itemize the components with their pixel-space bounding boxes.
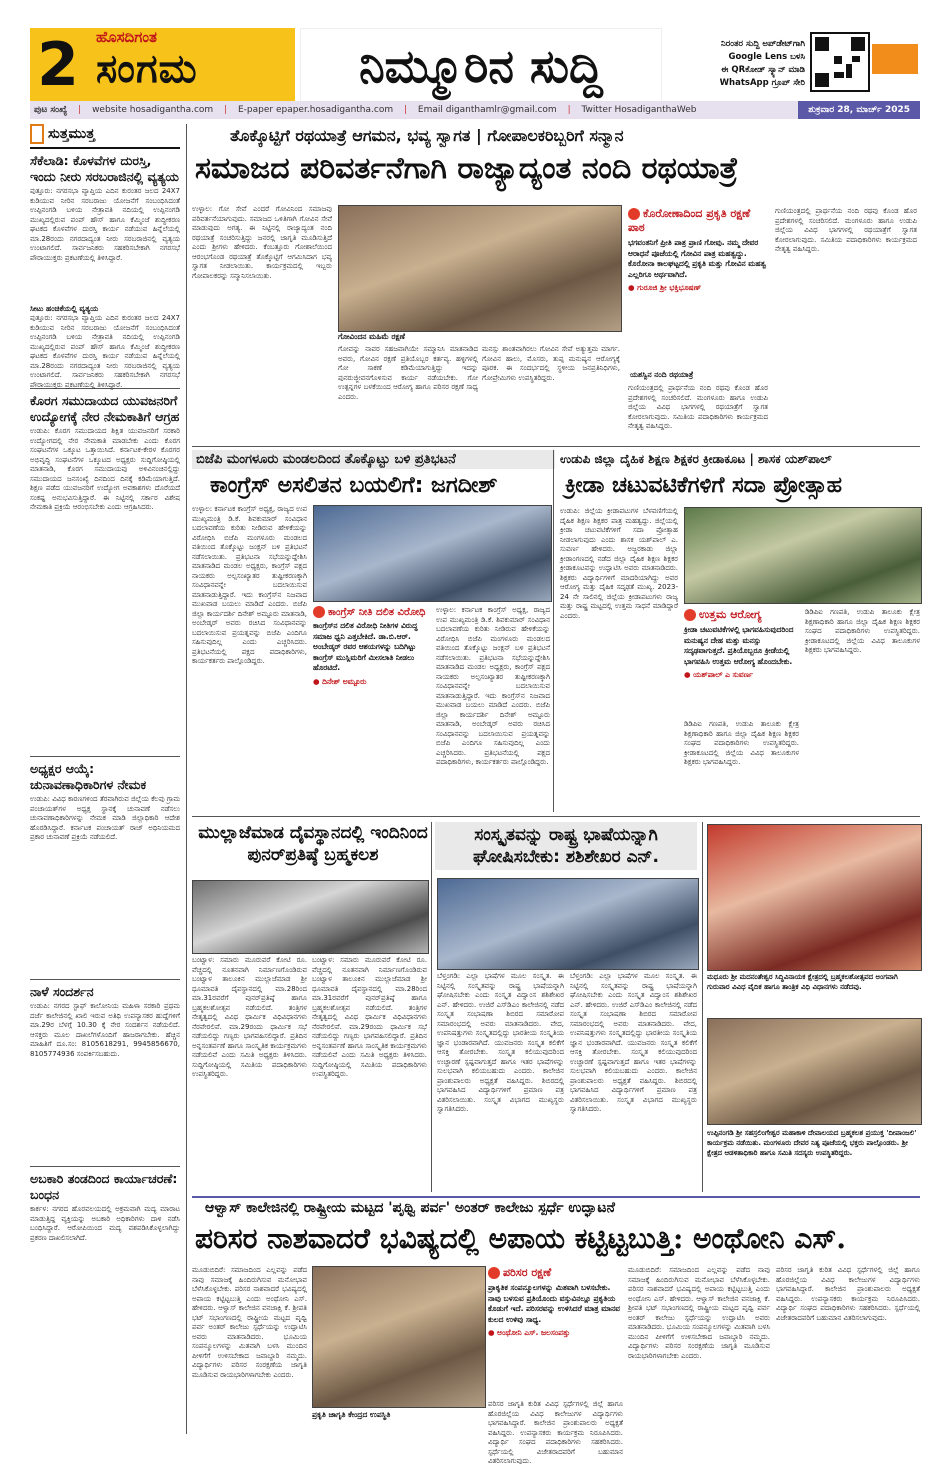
story5-body-col2: ಬೆಳ್ತಂಗಡಿ: ಎಲ್ಲಾ ಭಾಷೆಗಳ ಮೂಲ ಸಂಸ್ಕೃತ. ಈ ನಿಟ್ಟಿನಲ್ಲಿ ಸಂಸ್ಕೃತವನ್ನು ರಾಷ್ಟ್ರ ಭಾಷೆಯನ್ನಾಗಿ ಘೋಷಿಸಬೇಕು ಎಂದು ಸಂಸ್ಕೃತ ವಿದ್ವಾಂಸ ಶಶಿಶೇಖರ ಎನ್. ಹೇಳಿದರು. ಉಜಿರೆ ಎಸ್‌ಡಿಎಂ ಕಾಲೇಜಿನಲ್ಲಿ ನಡೆದ ಸಂಸ್ಕೃತ ಸಂಭಾಷಣಾ ಶಿಬಿರದ ಸಮಾರೋಪ ಸಮಾರಂಭದಲ್ಲಿ ಅವರು ಮಾತನಾಡಿದರು. ವೇದ, ಉಪನಿಷತ್ತುಗಳು ಸಂಸ್ಕೃತದಲ್ಲಿದ್ದು ಭಾರತೀಯ ಸಂಸ್ಕೃತಿಯ ಜ್ಞಾನ ಭಂಡಾರವಾಗಿದೆ. ಯುವಜನರು ಸಂಸ್ಕೃತ ಕಲಿಕೆಗೆ ಆಸಕ್ತಿ ತೋರಬೇಕು. ಸಂಸ್ಕೃತ ಕಲಿಯುವುದರಿಂದ ಉಚ್ಚಾರಣೆ ಸ್ಪಷ್ಟವಾಗುತ್ತದೆ ಹಾಗೂ ಇತರ ಭಾಷೆಗಳನ್ನು ಸುಲಭವಾಗಿ ಕಲಿಯಬಹುದು ಎಂದರು. ಕಾಲೇಜಿನ ಪ್ರಾಂಶುಪಾಲರು ಅಧ್ಯಕ್ಷತೆ ವಹಿಸಿದ್ದರು. ಶಿಬಿರದಲ್ಲಿ ಭಾಗವಹಿಸಿದ ವಿದ್ಯಾರ್ಥಿಗಳಿಗೆ ಪ್ರಮಾಣ ಪತ್ರ ವಿತರಿಸಲಾಯಿತು. ಸಂಸ್ಕೃತ ವಿಭಾಗದ ಮುಖ್ಯಸ್ಥರು ಸ್ವಾಗತಿಸಿದರು. bbox=[570, 972, 697, 1113]
brand-small: ಹೊಸದಿಗಂತ bbox=[96, 28, 157, 46]
left-story1-subhead: ಸೀಟು ಹಂಚಿಕೆಯಲ್ಲಿ ವ್ಯತ್ಯಯ bbox=[30, 304, 99, 313]
story2-headline: ಕಾಂಗ್ರೆಸ್ ಅಸಲಿತನ ಬಯಲಿಗೆ: ಜಗದೀಶ್ bbox=[210, 473, 498, 498]
left-column bbox=[30, 124, 180, 1434]
story4-headline: ಮುಲ್ಲಾಜೆಮಾಡ ದೈವಸ್ಥಾನದಲ್ಲಿ ಇಂದಿನಿಂದ ಪುನರ್‌ಪ್ರತಿಷ್ಠೆ ಬ್ರಹ್ಮಕಲಶ bbox=[198, 823, 428, 865]
story5-headline: ಸಂಸ್ಕೃತವನ್ನು ರಾಷ್ಟ್ರ ಭಾಷೆಯನ್ನಾಗಿ ಘೋಷಿಸಬೇಕು: ಶಶಿಶೇಖರ ಎನ್. bbox=[435, 822, 697, 870]
date-badge: ಶುಕ್ರವಾರ 28, ಮಾರ್ಚ್ 2025 bbox=[798, 101, 920, 119]
left-story3-headline: ಅಧ್ಯಕ್ಷರ ಆಯ್ಕೆ: ಚುನಾವಣಾಧಿಕಾರಿಗಳ ನೇಮಕ bbox=[30, 761, 147, 792]
story5-photo bbox=[437, 878, 699, 970]
story5-body-col1: ಬೆಳ್ತಂಗಡಿ: ಎಲ್ಲಾ ಭಾಷೆಗಳ ಮೂಲ ಸಂಸ್ಕೃತ. ಈ ನಿಟ್ಟಿನಲ್ಲಿ ಸಂಸ್ಕೃತವನ್ನು ರಾಷ್ಟ್ರ ಭಾಷೆಯನ್ನಾಗಿ ಘೋಷಿಸಬೇಕು ಎಂದು ಸಂಸ್ಕೃತ ವಿದ್ವಾಂಸ ಶಶಿಶೇಖರ ಎನ್. ಹೇಳಿದರು. ಉಜಿರೆ ಎಸ್‌ಡಿಎಂ ಕಾಲೇಜಿನಲ್ಲಿ ನಡೆದ ಸಂಸ್ಕೃತ ಸಂಭಾಷಣಾ ಶಿಬಿರದ ಸಮಾರೋಪ ಸಮಾರಂಭದಲ್ಲಿ ಅವರು ಮಾತನಾಡಿದರು. ವೇದ, ಉಪನಿಷತ್ತುಗಳು ಸಂಸ್ಕೃತದಲ್ಲಿದ್ದು ಭಾರತೀಯ ಸಂಸ್ಕೃತಿಯ ಜ್ಞಾನ ಭಂಡಾರವಾಗಿದೆ. ಯುವಜನರು ಸಂಸ್ಕೃತ ಕಲಿಕೆಗೆ ಆಸಕ್ತಿ ತೋರಬೇಕು. ಸಂಸ್ಕೃತ ಕಲಿಯುವುದರಿಂದ ಉಚ್ಚಾರಣೆ ಸ್ಪಷ್ಟವಾಗುತ್ತದೆ ಹಾಗೂ ಇತರ ಭಾಷೆಗಳನ್ನು ಸುಲಭವಾಗಿ ಕಲಿಯಬಹುದು ಎಂದರು. ಕಾಲೇಜಿನ ಪ್ರಾಂಶುಪಾಲರು ಅಧ್ಯಕ್ಷತೆ ವಹಿಸಿದ್ದರು. ಶಿಬಿರದಲ್ಲಿ ಭಾಗವಹಿಸಿದ ವಿದ್ಯಾರ್ಥಿಗಳಿಗೆ ಪ್ರಮಾಣ ಪತ್ರ ವಿತರಿಸಲಾಯಿತು. ಸಂಸ್ಕೃತ ವಿಭಾಗದ ಮುಖ್ಯಸ್ಥರು ಸ್ವಾಗತಿಸಿದರು. bbox=[437, 972, 564, 1113]
page-number: 2 bbox=[37, 30, 79, 100]
divider-2 bbox=[553, 450, 554, 812]
right-photo-1-caption: ಮಧೂರು ಶ್ರೀ ಮದನಂತೇಶ್ವರ ಸಿದ್ಧಿವಿನಾಯಕ ಕ್ಷೇತ್ರದಲ್ಲಿ ಬ್ರಹ್ಮಕಲಶೋತ್ಸವದ ಅಂಗವಾಗಿ ಗುರುವಾರ ವಿವಿಧ ವೈದಿಕ ಹಾಗೂ ತಾಂತ್ರಿಕ ವಿಧಿ ವಿಧಾನಗಳು ನಡೆದವು. bbox=[707, 973, 898, 991]
left-story2-body: ಉಡುಪಿ: ಕೊರಗ ಸಮುದಾಯದ ಶಿಕ್ಷಿತ ಯುವಜನರಿಗೆ ಸರಕಾರಿ ಉದ್ಯೋಗದಲ್ಲಿ ನೇರ ನೇಮಕಾತಿ ಮಾಡಬೇಕು ಎಂದು ಕೊರಗ ಸಂಘಟನೆಗಳ ಒಕ್ಕೂಟ ಒತ್ತಾಯಿಸಿದೆ. ಕರ್ನಾಟಕ-ಕೇರಳ ಕೊರಗರ ಅಭಿವೃದ್ಧಿ ಸಂಘಟನೆಗಳ ಒಕ್ಕೂಟದ ಅಧ್ಯಕ್ಷರು ಸುದ್ದಿಗೋಷ್ಠಿಯಲ್ಲಿ ಮಾತನಾಡಿ, ಕೊರಗ ಸಮುದಾಯವು ಅಳಿವಿನಂಚಿನಲ್ಲಿದ್ದು ಸಮುದಾಯದ ಜನಸಂಖ್ಯೆ ದಿನದಿಂದ ದಿನಕ್ಕೆ ಕಡಿಮೆಯಾಗುತ್ತಿದೆ. ಶಿಕ್ಷಣ ಪಡೆದ ಯುವಜನರಿಗೆ ಉದ್ಯೋಗ ಅವಕಾಶಗಳು ದೊರೆಯದೆ ಸಂಕಷ್ಟ ಅನುಭವಿಸುತ್ತಿದ್ದಾರೆ. ಈ ನಿಟ್ಟಿನಲ್ಲಿ ಸರ್ಕಾರ ವಿಶೇಷ ನೇಮಕಾತಿ ಪ್ರಕ್ರಿಯೆ ಆರಂಭಿಸಬೇಕು ಎಂದು ಆಗ್ರಹಿಸಿದರು. bbox=[30, 427, 180, 511]
story3-body-col3: ಡಿಡಿಪಿಐ ಗಣಪತಿ, ಉಡುಪಿ ತಾಲೂಕು ಕ್ಷೇತ್ರ ಶಿಕ್ಷಣಾಧಿಕಾರಿ ಹಾಗೂ ಜಿಲ್ಲಾ ದೈಹಿಕ ಶಿಕ್ಷಣ ಶಿಕ್ಷಕರ ಸಂಘದ ಪದಾಧಿಕಾರಿಗಳು ಉಪಸ್ಥಿತರಿದ್ದರು. ಕ್ರೀಡಾಕೂಟದಲ್ಲಿ ಜಿಲ್ಲೆಯ ವಿವಿಧ ತಾಲೂಕುಗಳ ಶಿಕ್ಷಕರು ಭಾಗವಹಿಸಿದ್ದರು. bbox=[805, 608, 920, 654]
story6-kicker: ಆಳ್ವಾಸ್ ಕಾಲೇಜಿನಲ್ಲಿ ರಾಷ್ಟ್ರೀಯ ಮಟ್ಟದ 'ಪೃಥ್ವಿ ಪರ್ವ' ಅಂತರ್ ಕಾಲೇಜು ಸ್ಪರ್ಧೆ ಉದ್ಘಾಟನೆ bbox=[205, 1200, 615, 1216]
main-sidebar: ಕೊರೋಣಾದಿಂದ ಪ್ರಕೃತಿ ರಕ್ಷಣೆ ಪಾಠ ಭಗವಂತನಿಗೆ ಪ್ರೀತಿ ಪಾತ್ರ ಪ್ರಾಣಿ ಗೋವು. ನಮ್ಮ ದೇವರ ಆರಾಧನೆ ಪೂಜೆಯಲ್ಲಿ ಗೋವಿನ ಪಾತ್ರ ಮಹತ್ವದ್ದು. ಕೊರೋನಾ ಕಾಲಘಟ್ಟದಲ್ಲಿ ಪ್ರಕೃತಿ ಮತ್ತು ಗೋವಿನ ಮಹತ್ವ ಎಲ್ಲರಿಗೂ ಅರ್ಥವಾಗಿದೆ. ● ಗುರೂಜಿ ಶ್ರೀ ಭಕ್ತಿಭೂಷಣ್ bbox=[628, 207, 766, 292]
left-story2-headline: ಕೊರಗ ಸಮುದಾಯದ ಯುವಜನರಿಗೆ ಉದ್ಯೋಗಕ್ಕೆ ನೇರ ನೇಮಕಾತಿಗೆ ಆಗ್ರಹ bbox=[30, 393, 180, 424]
divider-1 bbox=[192, 446, 920, 447]
story4-photo bbox=[192, 880, 429, 954]
epaper-link[interactable]: E-paper epaper.hosadigantha.com bbox=[237, 105, 394, 115]
main-photo-caption: ಗೋವಿಂದನ ಮಹಿಮೆ ರಕ್ಷಣೆ bbox=[338, 332, 405, 341]
story4-body-col2: ಬಂಟ್ವಾಳ: ಸಮಾರು ಮೂರುವರೆ ಕೋಟಿ ರೂ. ವೆಚ್ಚದಲ್ಲಿ ನೂತನವಾಗಿ ನಿರ್ಮಾಣಗೊಂಡಿರುವ ಬಂಟ್ವಾಳ ತಾಲೂಕಿನ ಮುಲ್ಲಾಜೆಮಾಡ ಶ್ರೀ ಧೂಮಾವತಿ ದೈವಸ್ಥಾನದಲ್ಲಿ ಮಾ.28ರಿಂದ ಮಾ.31ರವರೆಗೆ ಪುನರ್‌ಪ್ರತಿಷ್ಠೆ ಹಾಗೂ ಬ್ರಹ್ಮಕಲಶೋತ್ಸವ ನಡೆಯಲಿದೆ. ತಂತ್ರಿಗಳ ನೇತೃತ್ವದಲ್ಲಿ ವಿವಿಧ ಧಾರ್ಮಿಕ ವಿಧಿವಿಧಾನಗಳು ನೆರವೇರಲಿವೆ. ಮಾ.29ರಂದು ಧಾರ್ಮಿಕ ಸಭೆ ನಡೆಯಲಿದ್ದು ಗಣ್ಯರು ಭಾಗವಹಿಸಲಿದ್ದಾರೆ. ಪ್ರತಿದಿನ ಅನ್ನಸಂತರ್ಪಣೆ ಹಾಗೂ ಸಾಂಸ್ಕೃತಿಕ ಕಾರ್ಯಕ್ರಮಗಳು ನಡೆಯಲಿವೆ ಎಂದು ಸಮಿತಿ ಅಧ್ಯಕ್ಷರು ತಿಳಿಸಿದರು. ಸುದ್ದಿಗೋಷ್ಠಿಯಲ್ಲಿ ಸಮಿತಿಯ ಪದಾಧಿಕಾರಿಗಳು ಉಪಸ್ಥಿತರಿದ್ದರು. bbox=[312, 956, 427, 1078]
main-body-col1: ಉಳ್ಳಾಲ: ಗೋ ಸೇವೆ ಎಂದರೆ ಗೋವಿನಿಂದ ಸಮಾಜವು ಪರಿವರ್ತನೆಯಾಗುವುದು. ಸಮಾಜದ ಒಳಿತಿಗಾಗಿ ಗೋವಿನ ಸೇವೆ ಮಾಡುವುದು ಅಗತ್ಯ. ಈ ನಿಟ್ಟಿನಲ್ಲಿ ರಾಜ್ಯಾದ್ಯಂತ ನಂದಿ ರಥಯಾತ್ರೆ ಸಂಚರಿಸುತ್ತಿದ್ದು ಜನರಲ್ಲಿ ಜಾಗೃತಿ ಮೂಡಿಸುತ್ತಿದೆ ಎಂದು ಶ್ರೀಗಳು ಹೇಳಿದರು. ಕೆಂಬತ್ತೂರು ಗೋಶಾಲೆಯಿಂದ ಆರಂಭಗೊಂಡ ರಥಯಾತ್ರೆ ತೊಕ್ಕೊಟ್ಟಿಗೆ ಆಗಮಿಸಿದಾಗ ಭವ್ಯ ಸ್ವಾಗತ ನೀಡಲಾಯಿತು. ಕಾರ್ಯಕ್ರಮದಲ್ಲಿ ಇಬ್ಬರು ಗೋಪಾಲಕರನ್ನು ಸನ್ಮಾನಿಸಲಾಯಿತು. bbox=[192, 205, 332, 280]
story3-photo bbox=[684, 507, 922, 604]
story2-sidebar: ಕಾಂಗ್ರೆಸ್ ನೀತಿ ದಲಿತ ವಿರೋಧಿ ಕಾಂಗ್ರೆಸ್‌ನ ದಲಿತ ವಿರೋಧಿ ನೀತಿಗಳ ವಿರುದ್ಧ ಸಮಾಜ ಧ್ವನಿ ಎತ್ತಬೇಕಿದೆ. ಡಾ.ಬಿ.ಆರ್. ಅಂಬೇಡ್ಕರ್ ರವರ ಆಶಯಗಳನ್ನು ಬದಿಗಿಟ್ಟು ಕಾಂಗ್ರೆಸ್ ಮುಸ್ಲಿಮರಿಗೆ ಮೀಸಲಾತಿ ನೀಡಲು ಹೊರಟಿದೆ. ● ದಿನೇಶ್ ಅಮ್ಟೂರು bbox=[313, 607, 426, 686]
story6-body-col2: ಪರಿಸರ ಜಾಗೃತಿ ಕುರಿತ ವಿವಿಧ ಸ್ಪರ್ಧೆಗಳಲ್ಲಿ ಜಿಲ್ಲೆ ಹಾಗೂ ಹೊರಜಿಲ್ಲೆಯ ವಿವಿಧ ಕಾಲೇಜುಗಳ ವಿದ್ಯಾರ್ಥಿಗಳು ಭಾಗವಹಿಸಿದ್ದಾರೆ. ಕಾಲೇಜಿನ ಪ್ರಾಂಶುಪಾಲರು ಅಧ್ಯಕ್ಷತೆ ವಹಿಸಿದ್ದರು. ಉಪನ್ಯಾಸಕರು ಕಾರ್ಯಕ್ರಮ ನಿರೂಪಿಸಿದರು. ವಿದ್ಯಾರ್ಥಿ ಸಂಘದ ಪದಾಧಿಕಾರಿಗಳು ಸಹಕರಿಸಿದರು. ಸ್ಪರ್ಧೆಯಲ್ಲಿ ವಿಜೇತರಾದವರಿಗೆ ಬಹುಮಾನ ವಿತರಿಸಲಾಗುವುದು. bbox=[488, 1400, 623, 1465]
main-body-col3: ಮನಸ್ಸು ಶಾಂತವಾಗಿರಲು ಗೋವಿನ ಸೇವೆ ಅತ್ಯುತ್ತಮ ಮಾರ್ಗ. ಗೋವಿನ ಹಾಲು, ಮೊಸರು, ತುಪ್ಪ ಮನುಷ್ಯನ ಆರೋಗ್ಯಕ್ಕೆ ಪೂರಕ. ಈ ಸಂದರ್ಭದಲ್ಲಿ ಸ್ಥಳೀಯ ಜನಪ್ರತಿನಿಧಿಗಳು, ಗೋಪ್ರೇಮಿಗಳು ಉಪಸ್ಥಿತರಿದ್ದರು. bbox=[482, 345, 620, 382]
story2-body-col2: ಉಳ್ಳಾಲ: ಕರ್ನಾಟಕ ಕಾಂಗ್ರೆಸ್ ಅಧ್ಯಕ್ಷ, ರಾಜ್ಯದ ಉಪ ಮುಖ್ಯಮಂತ್ರಿ ಡಿ.ಕೆ. ಶಿವಕುಮಾರ್ ಸಂವಿಧಾನ ಬದಲಾವಣೆಯ ಕುರಿತು ನೀಡಿರುವ ಹೇಳಿಕೆಯನ್ನು ವಿರೋಧಿಸಿ ಬಿಜೆಪಿ ಮಂಗಳೂರು ಮಂಡಲದ ವತಿಯಿಂದ ತೊಕ್ಕೊಟ್ಟು ಜಂಕ್ಷನ್ ಬಳಿ ಪ್ರತಿಭಟನೆ ನಡೆಸಲಾಯಿತು. ಪ್ರತಿಭಟನಾ ಸಭೆಯನ್ನುದ್ದೇಶಿಸಿ ಮಾತನಾಡಿದ ಮಂಡಲ ಅಧ್ಯಕ್ಷರು, ಕಾಂಗ್ರೆಸ್ ಪಕ್ಷದ ನಾಯಕರು ಅಲ್ಪಸಂಖ್ಯಾತರ ತುಷ್ಟೀಕರಣಕ್ಕಾಗಿ ಸಂವಿಧಾನವನ್ನೇ ಬದಲಾಯಿಸುವ ಮಾತನಾಡುತ್ತಿದ್ದಾರೆ. ಇದು ಕಾಂಗ್ರೆಸ್‌ನ ನಿಜವಾದ ಮುಖವಾಡ ಬಯಲು ಮಾಡಿದೆ ಎಂದರು. ಬಿಜೆಪಿ ಜಿಲ್ಲಾ ಕಾರ್ಯದರ್ಶಿ ದಿನೇಶ್ ಅಮ್ಟೂರು ಮಾತನಾಡಿ, ಅಂಬೇಡ್ಕರ್ ಅವರು ರಚಿಸಿದ ಸಂವಿಧಾನವನ್ನು ಬದಲಾಯಿಸುವ ಪ್ರಯತ್ನವನ್ನು ಬಿಜೆಪಿ ಎಂದಿಗೂ ಸಹಿಸುವುದಿಲ್ಲ ಎಂದು ಎಚ್ಚರಿಸಿದರು. ಪ್ರತಿಭಟನೆಯಲ್ಲಿ ಪಕ್ಷದ ಪದಾಧಿಕಾರಿಗಳು, ಕಾರ್ಯಕರ್ತರು ಪಾಲ್ಗೊಂಡಿದ್ದರು. bbox=[436, 606, 550, 766]
main-body-col4: ಗುಣಿಯಂತ್ರದಲ್ಲಿ ಪ್ರಾರ್ಥನೆಯ ನಂದಿ ರಥವು ಕೊಂಡ ಹೊರ ಪ್ರದೇಶಗಳಲ್ಲಿ ಸಂಚರಿಸಲಿದೆ. ಮಂಗಳೂರು ಹಾಗೂ ಉಡುಪಿ ಜಿಲ್ಲೆಯ ವಿವಿಧ ಭಾಗಗಳಲ್ಲಿ ರಥಯಾತ್ರೆಗೆ ಸ್ವಾಗತ ಕೋರಲಾಗುವುದು. ಸಮಿತಿಯ ಪದಾಧಿಕಾರಿಗಳು ಕಾರ್ಯಕ್ರಮದ ನೇತೃತ್ವ ವಹಿಸಿದ್ದರು. bbox=[628, 384, 768, 430]
left-story5-body: ಕಾರ್ಕಳ: ನಗರದ ಹೊರವಲಯದಲ್ಲಿ ಅಕ್ರಮವಾಗಿ ಮದ್ಯ ಮಾರಾಟ ಮಾಡುತ್ತಿದ್ದ ವ್ಯಕ್ತಿಯನ್ನು ಅಬಕಾರಿ ಅಧಿಕಾರಿಗಳು ದಾಳಿ ನಡೆಸಿ ಬಂಧಿಸಿದ್ದಾರೆ. ಆರೋಪಿಯಿಂದ ಮದ್ಯ ವಶಪಡಿಸಿಕೊಳ್ಳಲಾಗಿದ್ದು ಪ್ರಕರಣ ದಾಖಲಿಸಲಾಗಿದೆ. bbox=[30, 1205, 180, 1242]
story2-photo bbox=[313, 505, 552, 602]
story2-body-col1: ಉಳ್ಳಾಲ: ಕರ್ನಾಟಕ ಕಾಂಗ್ರೆಸ್ ಅಧ್ಯಕ್ಷ, ರಾಜ್ಯದ ಉಪ ಮುಖ್ಯಮಂತ್ರಿ ಡಿ.ಕೆ. ಶಿವಕುಮಾರ್ ಸಂವಿಧಾನ ಬದಲಾವಣೆಯ ಕುರಿತು ನೀಡಿರುವ ಹೇಳಿಕೆಯನ್ನು ವಿರೋಧಿಸಿ ಬಿಜೆಪಿ ಮಂಗಳೂರು ಮಂಡಲದ ವತಿಯಿಂದ ತೊಕ್ಕೊಟ್ಟು ಜಂಕ್ಷನ್ ಬಳಿ ಪ್ರತಿಭಟನೆ ನಡೆಸಲಾಯಿತು. ಪ್ರತಿಭಟನಾ ಸಭೆಯನ್ನುದ್ದೇಶಿಸಿ ಮಾತನಾಡಿದ ಮಂಡಲ ಅಧ್ಯಕ್ಷರು, ಕಾಂಗ್ರೆಸ್ ಪಕ್ಷದ ನಾಯಕರು ಅಲ್ಪಸಂಖ್ಯಾತರ ತುಷ್ಟೀಕರಣಕ್ಕಾಗಿ ಸಂವಿಧಾನವನ್ನೇ ಬದಲಾಯಿಸುವ ಮಾತನಾಡುತ್ತಿದ್ದಾರೆ. ಇದು ಕಾಂಗ್ರೆಸ್‌ನ ನಿಜವಾದ ಮುಖವಾಡ ಬಯಲು ಮಾಡಿದೆ ಎಂದರು. ಬಿಜೆಪಿ ಜಿಲ್ಲಾ ಕಾರ್ಯದರ್ಶಿ ದಿನೇಶ್ ಅಮ್ಟೂರು ಮಾತನಾಡಿ, ಅಂಬೇಡ್ಕರ್ ಅವರು ರಚಿಸಿದ ಸಂವಿಧಾನವನ್ನು ಬದಲಾಯಿಸುವ ಪ್ರಯತ್ನವನ್ನು ಬಿಜೆಪಿ ಎಂದಿಗೂ ಸಹಿಸುವುದಿಲ್ಲ ಎಂದು ಎಚ್ಚರಿಸಿದರು. ಪ್ರತಿಭಟನೆಯಲ್ಲಿ ಪಕ್ಷದ ಪದಾಧಿಕಾರಿಗಳು, ಕಾರ್ಯಕರ್ತರು ಪಾಲ್ಗೊಂಡಿದ್ದರು. bbox=[192, 505, 307, 665]
story6-photo-caption: ಪ್ರಕೃತಿ ಜಾಗೃತಿ ಕೇಂದ್ರದ ಉಪಸ್ಥಿತಿ bbox=[312, 1410, 391, 1419]
left-story1-body2: ಪುತ್ತೂರು: ನಗರಸಭಾ ವ್ಯಾಪ್ತಿಯ ಎದಿನ ಕುರಂತರ ಜಲದ 24X7 ಕುಡಿಯುವ ನೀರಿನ ಸರಬರಾಜು ಯೋಜನೆಗೆ ಸಂಬಂಧಿಸಿದಂತೆ ಉಪ್ಪಿನಂಗಡಿ ಬಳಿಯ ನೇತ್ರಾವತಿ ನದಿಯಲ್ಲಿ ಉಪ್ಪಿನಂಗಡಿ ಮುಖ್ಯದಲ್ಲಿರುವ ಪಂಪ್ ಹೌಸ್ ಹಾಗೂ ಕೆಮ್ಮಿಂಜೆ ಶುದ್ಧೀಕರಣ ಘಟಕದ ಕೊಳವೆಗಳ ದುರಸ್ತಿ ಕಾರ್ಯ ನಡೆಯುವ ಹಿನ್ನೆಲೆಯಲ್ಲಿ ಮಾ.28ರಂದು ನಗರದಾದ್ಯಂತ ನೀರು ಸರಬರಾಜಿನಲ್ಲಿ ವ್ಯತ್ಯಯ ಉಂಟಾಗಲಿದೆ. ಸಾರ್ವಜನಿಕರು ಸಹಕರಿಸಬೇಕಾಗಿ ನಗರಸಭೆ ಪೌರಾಯುಕ್ತರು ಪ್ರಕಟಣೆಯಲ್ಲಿ ತಿಳಿಸಿದ್ದಾರೆ. bbox=[30, 314, 180, 389]
email-link[interactable]: Email diganthamlr@gmail.com bbox=[417, 105, 557, 115]
divider-3 bbox=[192, 816, 920, 817]
right-photo-2 bbox=[707, 1018, 922, 1125]
website-link[interactable]: website hosadigantha.com bbox=[92, 105, 214, 115]
left-story4-body: ಉಡುಪಿ: ನಗರದ ಸ್ಟಾಫ್ ಕಾಲೋನಿಯ ಮಹಿಳಾ ಸರಕಾರಿ ಪ್ರಥಮ ದರ್ಜೆ ಕಾಲೇಜಿನಲ್ಲಿ ಖಾಲಿ ಇರುವ ಅತಿಥಿ ಉಪನ್ಯಾಸಕರ ಹುದ್ದೆಗಳಿಗೆ ಮಾ.29ರ ಬೆಳಗ್ಗೆ 10.30 ಕ್ಕೆ ನೇರ ಸಂದರ್ಶನ ನಡೆಯಲಿದೆ. ಆಸಕ್ತರು ಮೂಲ ದಾಖಲೆಗಳೊಂದಿಗೆ ಹಾಜರಾಗಬೇಕು. ಹೆಚ್ಚಿನ ಮಾಹಿತಿಗೆ ದೂ.ಸಂ: 8105618291, 9945856670, 8105774936 ಸಂಪರ್ಕಿಸಬಹುದು. bbox=[30, 1002, 180, 1058]
divider-4 bbox=[431, 822, 432, 1192]
main-body-col5: ಗುಣಿಯಂತ್ರದಲ್ಲಿ ಪ್ರಾರ್ಥನೆಯ ನಂದಿ ರಥವು ಕೊಂಡ ಹೊರ ಪ್ರದೇಶಗಳಲ್ಲಿ ಸಂಚರಿಸಲಿದೆ. ಮಂಗಳೂರು ಹಾಗೂ ಉಡುಪಿ ಜಿಲ್ಲೆಯ ವಿವಿಧ ಭಾಗಗಳಲ್ಲಿ ರಥಯಾತ್ರೆಗೆ ಸ್ವಾಗತ ಕೋರಲಾಗುವುದು. ಸಮಿತಿಯ ಪದಾಧಿಕಾರಿಗಳು ಕಾರ್ಯಕ್ರಮದ ನೇತೃತ್ವ ವಹಿಸಿದ್ದರು. bbox=[775, 207, 917, 253]
left-section-title: ಸುತ್ತಮುತ್ತ bbox=[30, 124, 180, 149]
story3-body-col1: ಉಡುಪಿ: ಜಿಲ್ಲೆಯ ಕ್ರೀಡಾಪಟುಗಳ ಬೆಳವಣಿಗೆಯಲ್ಲಿ ದೈಹಿಕ ಶಿಕ್ಷಣ ಶಿಕ್ಷಕರ ಪಾತ್ರ ಮಹತ್ವದ್ದು. ಜಿಲ್ಲೆಯಲ್ಲಿ ಕ್ರೀಡಾ ಚಟುವಟಿಕೆಗಳಿಗೆ ಸದಾ ಪ್ರೋತ್ಸಾಹ ನೀಡಲಾಗುವುದು ಎಂದು ಶಾಸಕ ಯಶ್‌ಪಾಲ್ ಎ. ಸುವರ್ಣ ಹೇಳಿದರು. ಅಜ್ಜರಕಾಡು ಜಿಲ್ಲಾ ಕ್ರೀಡಾಂಗಣದಲ್ಲಿ ನಡೆದ ಜಿಲ್ಲಾ ದೈಹಿಕ ಶಿಕ್ಷಣ ಶಿಕ್ಷಕರ ಕ್ರೀಡಾಕೂಟವನ್ನು ಉದ್ಘಾಟಿಸಿ ಅವರು ಮಾತನಾಡಿದರು. ಶಿಕ್ಷಕರು ವಿದ್ಯಾರ್ಥಿಗಳಿಗೆ ಮಾದರಿಯಾಗಿದ್ದು ಅವರ ಆರೋಗ್ಯ ಮತ್ತು ದೈಹಿಕ ಸದೃಢತೆ ಮುಖ್ಯ. 2023-24 ನೇ ಸಾಲಿನಲ್ಲಿ ಜಿಲ್ಲೆಯ ಕ್ರೀಡಾಪಟುಗಳು ರಾಜ್ಯ ಮತ್ತು ರಾಷ್ಟ್ರ ಮಟ್ಟದಲ್ಲಿ ಉತ್ತಮ ಸಾಧನೆ ಮಾಡಿದ್ದಾರೆ ಎಂದರು. bbox=[560, 507, 678, 620]
left-story1-headline: ಸೆಕೆಲಾಡಿ: ಕೊಳವೆಗಳ ದುರಸ್ತಿ, ಇಂದು ನೀರು ಸರಬರಾಜಿನಲ್ಲಿ ವ್ಯತ್ಯಯ bbox=[30, 153, 179, 184]
twitter-link[interactable]: Twitter HosadiganthaWeb bbox=[581, 105, 697, 115]
qr-code-icon[interactable] bbox=[810, 32, 870, 92]
story6-body-col4: ಪರಿಸರ ಜಾಗೃತಿ ಕುರಿತ ವಿವಿಧ ಸ್ಪರ್ಧೆಗಳಲ್ಲಿ ಜಿಲ್ಲೆ ಹಾಗೂ ಹೊರಜಿಲ್ಲೆಯ ವಿವಿಧ ಕಾಲೇಜುಗಳ ವಿದ್ಯಾರ್ಥಿಗಳು ಭಾಗವಹಿಸಿದ್ದಾರೆ. ಕಾಲೇಜಿನ ಪ್ರಾಂಶುಪಾಲರು ಅಧ್ಯಕ್ಷತೆ ವಹಿಸಿದ್ದರು. ಉಪನ್ಯಾಸಕರು ಕಾರ್ಯಕ್ರಮ ನಿರೂಪಿಸಿದರು. ವಿದ್ಯಾರ್ಥಿ ಸಂಘದ ಪದಾಧಿಕಾರಿಗಳು ಸಹಕರಿಸಿದರು. ಸ್ಪರ್ಧೆಯಲ್ಲಿ ವಿಜೇತರಾದವರಿಗೆ ಬಹುಮಾನ ವಿತರಿಸಲಾಗುವುದು. bbox=[776, 1266, 920, 1322]
story6-photo bbox=[312, 1266, 486, 1408]
story6-body-col1: ಮೂಡುಬಿದಿರೆ: ಸಮಾಜದಿಂದ ಎಲ್ಲವನ್ನು ಪಡೆದ ನಾವು ಸಮಾಜಕ್ಕೆ ಹಿಂದಿರುಗಿಸುವ ಮನೋಭಾವ ಬೆಳೆಸಿಕೊಳ್ಳಬೇಕು. ಪರಿಸರ ನಾಶವಾದರೆ ಭವಿಷ್ಯದಲ್ಲಿ ಅಪಾಯ ಕಟ್ಟಿಟ್ಟಬುತ್ತಿ ಎಂದು ಅಂಥೋನಿ ಎಸ್. ಹೇಳಿದರು. ಆಳ್ವಾಸ್ ಕಾಲೇಜಿನ ವನಜಾಕ್ಷಿ ಕೆ. ಶ್ರೀಪತಿ ಭಟ್ ಸಭಾಂಗಣದಲ್ಲಿ ರಾಷ್ಟ್ರೀಯ ಮಟ್ಟದ ಪೃಥ್ವಿ ಪರ್ವ ಅಂತರ್ ಕಾಲೇಜು ಸ್ಪರ್ಧೆಯನ್ನು ಉದ್ಘಾಟಿಸಿ ಅವರು ಮಾತನಾಡಿದರು. ಭೂಮಿಯ ಸಂಪನ್ಮೂಲಗಳನ್ನು ಮಿತವಾಗಿ ಬಳಸಿ ಮುಂದಿನ ಪೀಳಿಗೆಗೆ ಉಳಿಸಬೇಕಾದ ಜವಾಬ್ದಾರಿ ನಮ್ಮದು. ವಿದ್ಯಾರ್ಥಿಗಳು ಪರಿಸರ ಸಂರಕ್ಷಣೆಯ ಜಾಗೃತಿ ಮೂಡಿಸುವ ರಾಯಭಾರಿಗಳಾಗಬೇಕು ಎಂದರು. bbox=[192, 1266, 307, 1379]
divider-5 bbox=[702, 822, 703, 1192]
main-photo bbox=[338, 205, 622, 332]
right-photo-1 bbox=[707, 824, 922, 971]
door-icon bbox=[30, 124, 44, 144]
brand-title: ಸಂಗಮ bbox=[96, 45, 198, 92]
story6-sidebar: ಪರಿಸರ ರಕ್ಷಣೆ ಪ್ರಾಕೃತಿಕ ಸಂಪನ್ಮೂಲಗಳನ್ನು ಮಿತವಾಗಿ ಬಳಸಬೇಕು. ನಾವು ಬಳಸುವ ಪ್ರತಿಯೊಂದು ವಸ್ತುವಿನಲ್ಲೂ ಪ್ರಕೃತಿಯ ಕೊಡುಗೆ ಇದೆ. ಪರಿಸರವನ್ನು ಉಳಿಸಿದರೆ ಮಾತ್ರ ಮಾನವ ಕುಲದ ಉಳಿವು ಸಾಧ್ಯ. ● ಅಂಥೋನಿ ಎಸ್. ಜಲಸಂಪತ್ತು bbox=[488, 1266, 620, 1337]
left-divider bbox=[186, 124, 187, 1434]
story3-sidebar: ಉತ್ತಮ ಆರೋಗ್ಯ ಕ್ರೀಡಾ ಚಟುವಟಿಕೆಗಳಲ್ಲಿ ಭಾಗವಹಿಸುವುದರಿಂದ ಮನುಷ್ಯನ ದೇಹ ಮತ್ತು ಮನಸ್ಸು ಸದೃಢವಾಗುತ್ತದೆ. ಪ್ರತಿಯೊಬ್ಬರೂ ಕ್ರೀಡೆಯಲ್ಲಿ ಭಾಗವಹಿಸಿ ಉತ್ತಮ ಆರೋಗ್ಯ ಹೊಂದಬೇಕು. ● ಯಶ್‌ಪಾಲ್ ಎ ಸುವರ್ಣ bbox=[684, 608, 794, 679]
divider-6 bbox=[192, 1196, 920, 1198]
left-story3-body: ಉಡುಪಿ: ವಿವಿಧ ಕಾರಣಗಳಿಂದ ತೆರವಾಗಿರುವ ಜಿಲ್ಲೆಯ ಕೆಲವು ಗ್ರಾಮ ಪಂಚಾಯತ್‌ಗಳ ಅಧ್ಯಕ್ಷ ಸ್ಥಾನಕ್ಕೆ ಚುನಾವಣೆ ನಡೆಸಲು ಚುನಾವಣಾಧಿಕಾರಿಗಳನ್ನು ನೇಮಕ ಮಾಡಿ ಜಿಲ್ಲಾಧಿಕಾರಿ ಆದೇಶ ಹೊರಡಿಸಿದ್ದಾರೆ. ಕರ್ನಾಟಕ ಪಂಚಾಯತ್ ರಾಜ್ ಅಧಿನಿಯಮದ ಪ್ರಕಾರ ಚುನಾವಣೆ ಪ್ರಕ್ರಿಯೆ ನಡೆಯಲಿದೆ. bbox=[30, 795, 180, 841]
right-photo-2-caption: ಉಪ್ಪಿನಂಗಡಿ ಶ್ರೀ ಸಹಸ್ರಲಿಂಗೇಶ್ವರ ಮಹಾಕಾಳಿ ದೇವಾಲಯದ ಬ್ರಹ್ಮಕಲಶ ಪ್ರಯುಕ್ತ 'ದೀಪಾಂಜಲಿ' ಕಾರ್ಯಕ್ರಮ ನಡೆಯಿತು. ಮಂಗಳೂರು ದೇವರ ನಿತ್ಯ ಪೂಜೆಯಲ್ಲಿ ಭಕ್ತರು ಪಾಲ್ಗೊಂಡರು. ಶ್ರೀ ಕ್ಷೇತ್ರದ ಆಡಳಿತಾಧಿಕಾರಿ ಹಾಗೂ ಸಮಿತಿ ಸದಸ್ಯರು ಉಪಸ್ಥಿತರಿದ್ದರು. bbox=[707, 1129, 917, 1157]
contact-strip: ಪುಟ ಸಂಖ್ಯೆ | website hosadigantha.com | E-paper epaper.hosadigantha.com | Email diganthamlr@gmail.com | Twitter HosadiganthaWeb ಶುಕ್ರವಾರ 28, ಮಾರ್ಚ್ 2025 bbox=[30, 101, 920, 119]
orange-accent bbox=[872, 44, 918, 74]
quote-dot-icon bbox=[628, 208, 640, 220]
left-story1-body: ಪುತ್ತೂರು: ನಗರಸಭಾ ವ್ಯಾಪ್ತಿಯ ಎದಿನ ಕುರಂತರ ಜಲದ 24X7 ಕುಡಿಯುವ ನೀರಿನ ಸರಬರಾಜು ಯೋಜನೆಗೆ ಸಂಬಂಧಿಸಿದಂತೆ ಉಪ್ಪಿನಂಗಡಿ ಬಳಿಯ ನೇತ್ರಾವತಿ ನದಿಯಲ್ಲಿ ಉಪ್ಪಿನಂಗಡಿ ಮುಖ್ಯದಲ್ಲಿರುವ ಪಂಪ್ ಹೌಸ್ ಹಾಗೂ ಕೆಮ್ಮಿಂಜೆ ಶುದ್ಧೀಕರಣ ಘಟಕದ ಕೊಳವೆಗಳ ದುರಸ್ತಿ ಕಾರ್ಯ ನಡೆಯುವ ಹಿನ್ನೆಲೆಯಲ್ಲಿ ಮಾ.28ರಂದು ನಗರದಾದ್ಯಂತ ನೀರು ಸರಬರಾಜಿನಲ್ಲಿ ವ್ಯತ್ಯಯ ಉಂಟಾಗಲಿದೆ. ಸಾರ್ವಜನಿಕರು ಸಹಕರಿಸಬೇಕಾಗಿ ನಗರಸಭೆ ಪೌರಾಯುಕ್ತರು ಪ್ರಕಟಣೆಯಲ್ಲಿ ತಿಳಿಸಿದ್ದಾರೆ. bbox=[30, 187, 180, 262]
story3-kicker: ಉಡುಪಿ ಜಿಲ್ಲಾ ದೈಹಿಕ ಶಿಕ್ಷಣ ಶಿಕ್ಷಕರ ಕ್ರೀಡಾಕೂಟ | ಶಾಸಕ ಯಶ್‌ಪಾಲ್ bbox=[560, 452, 832, 466]
left-story5-headline: ಅಬಕಾರಿ ತಂಡದಿಂದ ಕಾರ್ಯಾಚರಣೆ: ಬಂಧನ bbox=[30, 1171, 178, 1202]
story4-body-col1: ಬಂಟ್ವಾಳ: ಸಮಾರು ಮೂರುವರೆ ಕೋಟಿ ರೂ. ವೆಚ್ಚದಲ್ಲಿ ನೂತನವಾಗಿ ನಿರ್ಮಾಣಗೊಂಡಿರುವ ಬಂಟ್ವಾಳ ತಾಲೂಕಿನ ಮುಲ್ಲಾಜೆಮಾಡ ಶ್ರೀ ಧೂಮಾವತಿ ದೈವಸ್ಥಾನದಲ್ಲಿ ಮಾ.28ರಿಂದ ಮಾ.31ರವರೆಗೆ ಪುನರ್‌ಪ್ರತಿಷ್ಠೆ ಹಾಗೂ ಬ್ರಹ್ಮಕಲಶೋತ್ಸವ ನಡೆಯಲಿದೆ. ತಂತ್ರಿಗಳ ನೇತೃತ್ವದಲ್ಲಿ ವಿವಿಧ ಧಾರ್ಮಿಕ ವಿಧಿವಿಧಾನಗಳು ನೆರವೇರಲಿವೆ. ಮಾ.29ರಂದು ಧಾರ್ಮಿಕ ಸಭೆ ನಡೆಯಲಿದ್ದು ಗಣ್ಯರು ಭಾಗವಹಿಸಲಿದ್ದಾರೆ. ಪ್ರತಿದಿನ ಅನ್ನಸಂತರ್ಪಣೆ ಹಾಗೂ ಸಾಂಸ್ಕೃತಿಕ ಕಾರ್ಯಕ್ರಮಗಳು ನಡೆಯಲಿವೆ ಎಂದು ಸಮಿತಿ ಅಧ್ಯಕ್ಷರು ತಿಳಿಸಿದರು. ಸುದ್ದಿಗೋಷ್ಠಿಯಲ್ಲಿ ಸಮಿತಿಯ ಪದಾಧಿಕಾರಿಗಳು ಉಪಸ್ಥಿತರಿದ್ದರು. bbox=[192, 956, 307, 1078]
section-title: ನಿಮ್ಮೂರಿನ ಸುದ್ದಿ bbox=[300, 28, 662, 104]
left-story4-headline: ನಾಳೆ ಸಂದರ್ಶನ bbox=[30, 984, 94, 999]
story6-headline: ಪರಿಸರ ನಾಶವಾದರೆ ಭವಿಷ್ಯದಲ್ಲಿ ಅಪಾಯ ಕಟ್ಟಿಟ್ಟಬುತ್ತಿ: ಅಂಥೋನಿ ಎಸ್. bbox=[195, 1222, 847, 1255]
qr-instructions: ನಿರಂತರ ಸುದ್ದಿ ಅಪ್‌ಡೇಟ್‌ಗಾಗಿ Google Lens ಬಳಸಿ ಈ QR‌ಕೋಡ್ ಸ್ಕ್ಯಾನ್ ಮಾಡಿ WhatsApp ಗ್ರೂಪ್ ಸೇರಿ bbox=[719, 39, 805, 88]
main-headline: ಸಮಾಜದ ಪರಿವರ್ತನೆಗಾಗಿ ರಾಜ್ಯಾದ್ಯಂತ ನಂದಿ ರಥಯಾತ್ರೆ bbox=[195, 151, 738, 186]
main-award-head: ಯಶಸ್ವಿನ ನಂದಿ ರಥಯಾತ್ರೆ bbox=[630, 370, 694, 379]
story3-headline: ಕ್ರೀಡಾ ಚಟುವಟಿಕೆಗಳಿಗೆ ಸದಾ ಪ್ರೋತ್ಸಾಹ bbox=[565, 473, 842, 498]
main-kicker: ತೊಕ್ಕೊಟ್ಟಿಗೆ ರಥಯಾತ್ರೆ ಆಗಮನ, ಭವ್ಯ ಸ್ವಾಗತ | ಗೋಪಾಲಕರಿಬ್ಬರಿಗೆ ಸನ್ಮಾನ bbox=[230, 126, 624, 145]
page-label: ಪುಟ ಸಂಖ್ಯೆ bbox=[34, 105, 68, 115]
story3-body-col2: ಡಿಡಿಪಿಐ ಗಣಪತಿ, ಉಡುಪಿ ತಾಲೂಕು ಕ್ಷೇತ್ರ ಶಿಕ್ಷಣಾಧಿಕಾರಿ ಹಾಗೂ ಜಿಲ್ಲಾ ದೈಹಿಕ ಶಿಕ್ಷಣ ಶಿಕ್ಷಕರ ಸಂಘದ ಪದಾಧಿಕಾರಿಗಳು ಉಪಸ್ಥಿತರಿದ್ದರು. ಕ್ರೀಡಾಕೂಟದಲ್ಲಿ ಜಿಲ್ಲೆಯ ವಿವಿಧ ತಾಲೂಕುಗಳ ಶಿಕ್ಷಕರು ಭಾಗವಹಿಸಿದ್ದರು. bbox=[684, 720, 799, 766]
main-body-col2: ಗೋವನ್ನು ನಾವರ ಸಹಜವಾಗಿಯೇ ಸಮ್ಮಾನಿಸಿ ಮಾತನಾಡಿದ ಅವರು, ಗೋವಿನ ರಕ್ಷಣೆ ಪ್ರತಿಯೊಬ್ಬರ ಕರ್ತವ್ಯ. ಹಳ್ಳಿಗಳಲ್ಲಿ ಗೋ ಸಾಕಣೆ ಕಡಿಮೆಯಾಗುತ್ತಿದ್ದು ಇದನ್ನು ಪುನರುಜ್ಜೀವನಗೊಳಿಸುವ ಕಾರ್ಯ ನಡೆಯಬೇಕು. ಗೋ ಉತ್ಪನ್ನಗಳ ಬಳಕೆಯಿಂದ ಆರೋಗ್ಯ ಹಾಗೂ ಪರಿಸರ ರಕ್ಷಣೆ ಸಾಧ್ಯ ಎಂದರು. bbox=[338, 345, 478, 401]
story2-kicker: ಬಿಜೆಪಿ ಮಂಗಳೂರು ಮಂಡಲದಿಂದ ತೊಕ್ಕೊಟ್ಟು ಬಳಿ ಪ್ರತಿಭಟನೆ bbox=[192, 450, 555, 469]
story6-body-col3: ಮೂಡುಬಿದಿರೆ: ಸಮಾಜದಿಂದ ಎಲ್ಲವನ್ನು ಪಡೆದ ನಾವು ಸಮಾಜಕ್ಕೆ ಹಿಂದಿರುಗಿಸುವ ಮನೋಭಾವ ಬೆಳೆಸಿಕೊಳ್ಳಬೇಕು. ಪರಿಸರ ನಾಶವಾದರೆ ಭವಿಷ್ಯದಲ್ಲಿ ಅಪಾಯ ಕಟ್ಟಿಟ್ಟಬುತ್ತಿ ಎಂದು ಅಂಥೋನಿ ಎಸ್. ಹೇಳಿದರು. ಆಳ್ವಾಸ್ ಕಾಲೇಜಿನ ವನಜಾಕ್ಷಿ ಕೆ. ಶ್ರೀಪತಿ ಭಟ್ ಸಭಾಂಗಣದಲ್ಲಿ ರಾಷ್ಟ್ರೀಯ ಮಟ್ಟದ ಪೃಥ್ವಿ ಪರ್ವ ಅಂತರ್ ಕಾಲೇಜು ಸ್ಪರ್ಧೆಯನ್ನು ಉದ್ಘಾಟಿಸಿ ಅವರು ಮಾತನಾಡಿದರು. ಭೂಮಿಯ ಸಂಪನ್ಮೂಲಗಳನ್ನು ಮಿತವಾಗಿ ಬಳಸಿ ಮುಂದಿನ ಪೀಳಿಗೆಗೆ ಉಳಿಸಬೇಕಾದ ಜವಾಬ್ದಾರಿ ನಮ್ಮದು. ವಿದ್ಯಾರ್ಥಿಗಳು ಪರಿಸರ ಸಂರಕ್ಷಣೆಯ ಜಾಗೃತಿ ಮೂಡಿಸುವ ರಾಯಭಾರಿಗಳಾಗಬೇಕು ಎಂದರು. bbox=[628, 1266, 770, 1360]
